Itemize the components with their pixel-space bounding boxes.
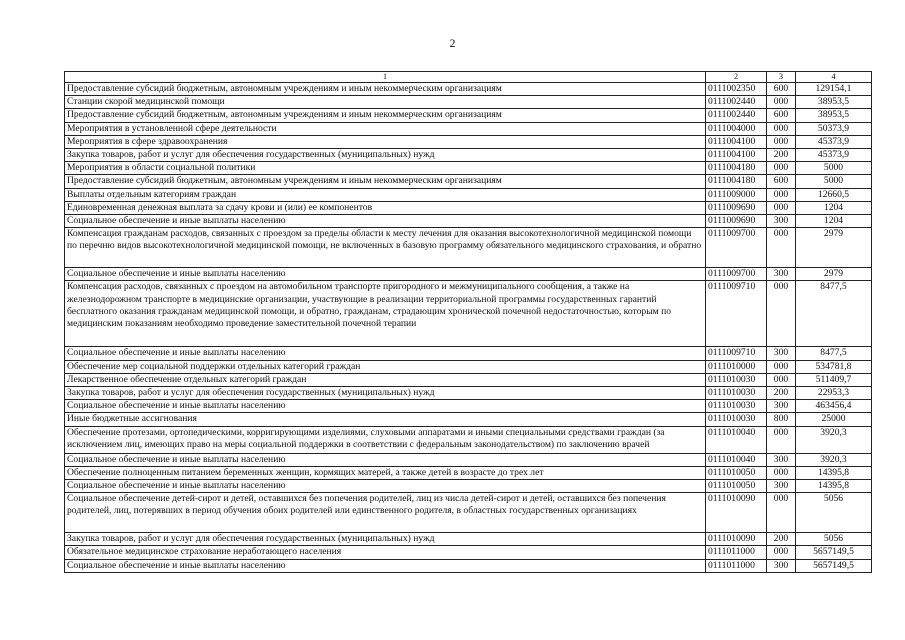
cell-code: 0111002440 bbox=[706, 96, 767, 109]
cell-expense-type: 000 bbox=[767, 493, 796, 533]
table-row bbox=[65, 188, 872, 201]
table-row bbox=[65, 347, 872, 360]
cell-sum: 45373,9 bbox=[796, 135, 872, 148]
table-row bbox=[65, 360, 872, 373]
cell-sum: 45373,9 bbox=[796, 149, 872, 162]
table-row bbox=[65, 480, 872, 493]
cell-code: 0111010030 bbox=[706, 373, 767, 386]
cell-code: 0111009710 bbox=[706, 347, 767, 360]
cell-expense-type: 000 bbox=[767, 466, 796, 479]
cell-code: 0111010050 bbox=[706, 480, 767, 493]
cell-sum: 2979 bbox=[796, 228, 872, 268]
cell-sum: 2979 bbox=[796, 268, 872, 281]
cell-sum: 5056 bbox=[796, 493, 872, 533]
table-row bbox=[65, 466, 872, 479]
cell-name: Единовременная денежная выплата за сдачу крови и (или) ее компонентов bbox=[65, 201, 706, 214]
cell-code: 0111010040 bbox=[706, 426, 767, 453]
cell-code: 0111011000 bbox=[706, 546, 767, 559]
cell-expense-type: 000 bbox=[767, 188, 796, 201]
cell-expense-type: 600 bbox=[767, 83, 796, 96]
cell-name: Обязательное медицинское страхование неработающего населения bbox=[65, 546, 706, 559]
cell-sum: 50373,9 bbox=[796, 122, 872, 135]
table-row bbox=[65, 149, 872, 162]
table-row bbox=[65, 96, 872, 109]
cell-code: 0111002440 bbox=[706, 109, 767, 122]
cell-name: Социальное обеспечение и иные выплаты населению bbox=[65, 400, 706, 413]
cell-code: 0111010030 bbox=[706, 387, 767, 400]
cell-sum: 25000 bbox=[796, 413, 872, 426]
cell-sum: 5000 bbox=[796, 175, 872, 188]
cell-code: 0111010090 bbox=[706, 533, 767, 546]
cell-expense-type: 000 bbox=[767, 281, 796, 347]
cell-name: Станции скорой медицинской помощи bbox=[65, 96, 706, 109]
cell-name: Закупка товаров, работ и услуг для обеспечения государственных (муниципальных) нужд bbox=[65, 387, 706, 400]
cell-name: Предоставление субсидий бюджетным, автономным учреждениям и иным некоммерческим организациям bbox=[65, 83, 706, 96]
cell-sum: 129154,1 bbox=[796, 83, 872, 96]
cell-code: 0111004100 bbox=[706, 149, 767, 162]
cell-expense-type: 000 bbox=[767, 135, 796, 148]
cell-name: Социальное обеспечение и иные выплаты населению bbox=[65, 559, 706, 572]
cell-code: 0111004180 bbox=[706, 162, 767, 175]
cell-expense-type: 300 bbox=[767, 559, 796, 572]
cell-code: 0111011000 bbox=[706, 559, 767, 572]
cell-sum: 14395,8 bbox=[796, 466, 872, 479]
cell-name: Социальное обеспечение и иные выплаты населению bbox=[65, 453, 706, 466]
cell-code: 0111004000 bbox=[706, 122, 767, 135]
page-number: 2 bbox=[449, 36, 456, 50]
cell-sum: 38953,5 bbox=[796, 96, 872, 109]
header-col-sum: 4 bbox=[796, 72, 872, 83]
cell-sum: 3920,3 bbox=[796, 426, 872, 453]
table-row bbox=[65, 559, 872, 572]
cell-code: 0111004100 bbox=[706, 135, 767, 148]
budget-table bbox=[64, 71, 872, 573]
cell-code: 0111010040 bbox=[706, 453, 767, 466]
cell-name: Обеспечение полноценным питанием беременных женщин, кормящих матерей, а также детей в возрасте до трех лет bbox=[65, 466, 706, 479]
cell-sum: 22953,3 bbox=[796, 387, 872, 400]
cell-sum: 12660,5 bbox=[796, 188, 872, 201]
cell-name: Лекарственное обеспечение отдельных категорий граждан bbox=[65, 373, 706, 386]
cell-expense-type: 300 bbox=[767, 347, 796, 360]
cell-name: Предоставление субсидий бюджетным, автономным учреждениям и иным некоммерческим организациям bbox=[65, 175, 706, 188]
cell-code: 0111010030 bbox=[706, 400, 767, 413]
table-row bbox=[65, 281, 872, 347]
table-row bbox=[65, 546, 872, 559]
table-row bbox=[65, 122, 872, 135]
cell-name: Социальное обеспечение и иные выплаты населению bbox=[65, 215, 706, 228]
cell-expense-type: 000 bbox=[767, 201, 796, 214]
table-row bbox=[65, 533, 872, 546]
cell-expense-type: 300 bbox=[767, 215, 796, 228]
cell-sum: 8477,5 bbox=[796, 281, 872, 347]
table-row bbox=[65, 453, 872, 466]
cell-expense-type: 000 bbox=[767, 228, 796, 268]
table-header-row bbox=[65, 72, 872, 83]
table-row bbox=[65, 228, 872, 268]
cell-name: Предоставление субсидий бюджетным, автономным учреждениям и иным некоммерческим организациям bbox=[65, 109, 706, 122]
table-row bbox=[65, 162, 872, 175]
cell-sum: 5056 bbox=[796, 533, 872, 546]
cell-expense-type: 300 bbox=[767, 480, 796, 493]
cell-code: 0111009000 bbox=[706, 188, 767, 201]
cell-code: 0111010090 bbox=[706, 493, 767, 533]
table-row bbox=[65, 201, 872, 214]
cell-code: 0111009690 bbox=[706, 201, 767, 214]
cell-name: Мероприятия в установленной сфере деятельности bbox=[65, 122, 706, 135]
cell-sum: 1204 bbox=[796, 201, 872, 214]
table-row bbox=[65, 175, 872, 188]
cell-code: 0111010000 bbox=[706, 360, 767, 373]
cell-sum: 511409,7 bbox=[796, 373, 872, 386]
cell-name: Компенсация гражданам расходов, связанных с проездом за пределы области к месту лечения для оказания высокотехнологичной медицинской помощи по перечню видов высокотехнологичной медицинской помощи, не включенных в базовую программу обязательного медицинского страхования, и обратно bbox=[65, 228, 706, 268]
cell-expense-type: 000 bbox=[767, 360, 796, 373]
table-row bbox=[65, 413, 872, 426]
cell-expense-type: 600 bbox=[767, 109, 796, 122]
cell-expense-type: 300 bbox=[767, 400, 796, 413]
cell-code: 0111009700 bbox=[706, 228, 767, 268]
cell-name: Мероприятия в области социальной политики bbox=[65, 162, 706, 175]
cell-expense-type: 000 bbox=[767, 373, 796, 386]
cell-code: 0111009690 bbox=[706, 215, 767, 228]
cell-code: 0111010030 bbox=[706, 413, 767, 426]
cell-name: Выплаты отдельным категориям граждан bbox=[65, 188, 706, 201]
cell-expense-type: 000 bbox=[767, 546, 796, 559]
cell-expense-type: 300 bbox=[767, 453, 796, 466]
header-col-vr: 3 bbox=[767, 72, 796, 83]
cell-sum: 3920,3 bbox=[796, 453, 872, 466]
cell-name: Закупка товаров, работ и услуг для обеспечения государственных (муниципальных) нужд bbox=[65, 149, 706, 162]
cell-expense-type: 000 bbox=[767, 426, 796, 453]
cell-sum: 534781,8 bbox=[796, 360, 872, 373]
cell-code: 0111009710 bbox=[706, 281, 767, 347]
cell-name: Социальное обеспечение детей-сирот и детей, оставшихся без попечения родителей, лиц из числа детей-сирот и детей, оставшихся без попечения родителей, лиц, потерявших в период обучения обоих родителей или единственного родителя, в областных государственных организациях bbox=[65, 493, 706, 533]
cell-sum: 1204 bbox=[796, 215, 872, 228]
cell-code: 0111004180 bbox=[706, 175, 767, 188]
table-row bbox=[65, 109, 872, 122]
cell-sum: 5000 bbox=[796, 162, 872, 175]
cell-expense-type: 600 bbox=[767, 175, 796, 188]
cell-sum: 8477,5 bbox=[796, 347, 872, 360]
cell-sum: 14395,8 bbox=[796, 480, 872, 493]
cell-expense-type: 300 bbox=[767, 268, 796, 281]
cell-sum: 463456,4 bbox=[796, 400, 872, 413]
table-row bbox=[65, 400, 872, 413]
cell-expense-type: 800 bbox=[767, 413, 796, 426]
cell-name: Иные бюджетные ассигнования bbox=[65, 413, 706, 426]
cell-name: Закупка товаров, работ и услуг для обеспечения государственных (муниципальных) нужд bbox=[65, 533, 706, 546]
cell-code: 0111009700 bbox=[706, 268, 767, 281]
cell-name: Мероприятия в сфере здравоохранения bbox=[65, 135, 706, 148]
table-row bbox=[65, 268, 872, 281]
cell-name: Социальное обеспечение и иные выплаты населению bbox=[65, 347, 706, 360]
cell-sum: 5657149,5 bbox=[796, 559, 872, 572]
table-row bbox=[65, 426, 872, 453]
cell-expense-type: 000 bbox=[767, 96, 796, 109]
table-row bbox=[65, 135, 872, 148]
cell-name: Обеспечение протезами, ортопедическими, корригирующими изделиями, слуховыми аппаратами и иными специальными средствами граждан (за исключением лиц, имеющих право на меры социальной поддержки в соответствии с федеральным законодательством) по заключению врачей bbox=[65, 426, 706, 453]
cell-expense-type: 200 bbox=[767, 387, 796, 400]
cell-sum: 38953,5 bbox=[796, 109, 872, 122]
cell-sum: 5657149,5 bbox=[796, 546, 872, 559]
cell-name: Компенсация расходов, связанных с проездом на автомобильном транспорте пригородного и межмуниципального сообщения, а также на железнодорожном транспорте в медицинские организации, участвующие в реализации территориальной программы государственных гарантий бесплатного оказания гражданам медицинской помощи, и обратно, гражданам, страдающим хронической почечной недостаточностью, которым по медицинским показаниям необходимо проведение заместительной почечной терапии bbox=[65, 281, 706, 347]
table-row bbox=[65, 493, 872, 533]
cell-code: 0111010050 bbox=[706, 466, 767, 479]
table-row bbox=[65, 215, 872, 228]
cell-expense-type: 200 bbox=[767, 533, 796, 546]
cell-name: Обеспечение мер социальной поддержки отдельных категорий граждан bbox=[65, 360, 706, 373]
cell-code: 0111002350 bbox=[706, 83, 767, 96]
header-col-code: 2 bbox=[706, 72, 767, 83]
cell-expense-type: 200 bbox=[767, 149, 796, 162]
cell-name: Социальное обеспечение и иные выплаты населению bbox=[65, 480, 706, 493]
table-row bbox=[65, 373, 872, 386]
cell-expense-type: 000 bbox=[767, 162, 796, 175]
cell-expense-type: 000 bbox=[767, 122, 796, 135]
cell-name: Социальное обеспечение и иные выплаты населению bbox=[65, 268, 706, 281]
header-col-name: 1 bbox=[65, 72, 706, 83]
table-row bbox=[65, 83, 872, 96]
table-row bbox=[65, 387, 872, 400]
